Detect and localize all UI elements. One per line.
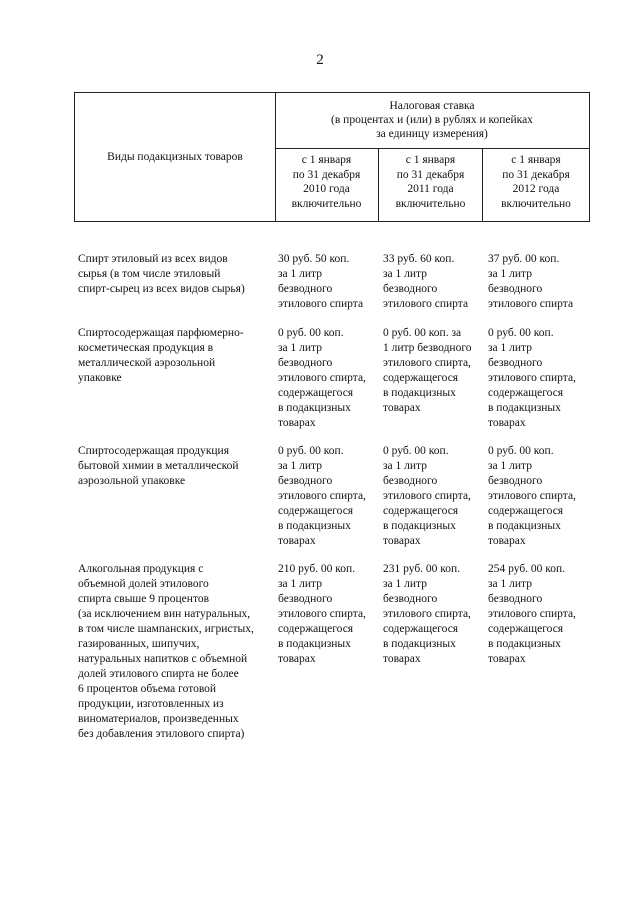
rate-line: безводного [278, 283, 333, 295]
rate-line: этилового спирта, [488, 490, 576, 502]
goods-line: спирт-сырец из всех видов сырья) [78, 283, 245, 295]
rate-line: содержащегося [278, 505, 354, 517]
rate-line: содержащегося [488, 505, 564, 517]
goods-column-header: Виды подакцизных товаров [75, 93, 276, 221]
rate-line: этилового спирта, [278, 490, 366, 502]
goods-line: 6 процентов объема готовой [78, 683, 217, 695]
rate-line: 0 руб. 00 коп. [383, 445, 449, 457]
rate-line: 0 руб. 00 коп. [488, 327, 554, 339]
rate-cell [383, 444, 487, 549]
rate-line: в подакцизных [278, 520, 351, 532]
rate-line: содержащегося [383, 505, 459, 517]
rate-line: 0 руб. 00 коп. [488, 445, 554, 457]
rate-line: содержащегося [278, 623, 354, 635]
rate-line: товарах [383, 402, 421, 414]
rate-line: товарах [278, 653, 316, 665]
goods-line: металлической аэрозольной [78, 357, 216, 369]
goods-line: долей этилового спирта не более [78, 668, 239, 680]
goods-cell [78, 326, 278, 386]
page-number: 2 [316, 52, 324, 68]
rate-line: в подакцизных [488, 402, 561, 414]
goods-line: упаковке [78, 372, 122, 384]
rate-line: безводного [278, 475, 333, 487]
goods-line: спирта свыше 9 процентов [78, 593, 209, 605]
rate-line: за 1 литр [278, 342, 322, 354]
period-line: с 1 января [405, 154, 456, 166]
rate-line: безводного [278, 357, 333, 369]
goods-line: продукции, изготовленных из [78, 698, 224, 710]
rate-line: за 1 литр [383, 578, 427, 590]
rate-line: содержащегося [488, 623, 564, 635]
rate-line: 0 руб. 00 коп. [278, 445, 344, 457]
rate-line: в подакцизных [278, 638, 351, 650]
rate-cell [383, 562, 487, 667]
goods-line: натуральных напитков с объемной [78, 653, 248, 665]
rate-line: товарах [383, 535, 421, 547]
rate-line: безводного [383, 283, 438, 295]
goods-line: косметическая продукция в [78, 342, 214, 354]
period-line: включительно [395, 197, 466, 210]
rate-title-header [275, 93, 589, 149]
goods-line: Спиртосодержащая парфюмерно- [78, 327, 244, 339]
goods-line: без добавления этилового спирта) [78, 728, 245, 740]
rate-line: товарах [278, 417, 316, 429]
rate-cell [278, 444, 382, 549]
rate-line: в подакцизных [278, 402, 351, 414]
rate-line: содержащегося [488, 387, 564, 399]
period-header-2010 [275, 149, 379, 221]
rate-line: безводного [383, 475, 438, 487]
rate-line: безводного [278, 593, 333, 605]
period-line: с 1 января [301, 154, 352, 166]
goods-line: Алкогольная продукция с [78, 563, 204, 575]
rate-line: в подакцизных [383, 387, 456, 399]
rate-line: безводного [488, 283, 543, 295]
rate-line: безводного [488, 593, 543, 605]
rate-line: этилового спирта [383, 298, 469, 310]
rate-title-line: Налоговая ставка [389, 100, 475, 112]
rate-line: этилового спирта [488, 298, 574, 310]
rate-line: 254 руб. 00 коп. [488, 563, 566, 575]
rate-line: содержащегося [383, 623, 459, 635]
rate-line: этилового спирта, [488, 608, 576, 620]
rate-line: безводного [488, 357, 543, 369]
rate-line: за 1 литр [488, 268, 532, 280]
period-line: по 31 декабря [396, 168, 465, 181]
rate-line: 210 руб. 00 коп. [278, 563, 356, 575]
rate-cell [383, 252, 487, 312]
rate-cell [383, 326, 487, 416]
rate-cell [488, 444, 592, 549]
period-line: включительно [291, 197, 362, 210]
rate-line: этилового спирта, [383, 490, 471, 502]
goods-cell [78, 444, 278, 489]
rate-line: товарах [488, 653, 526, 665]
rate-line: 37 руб. 00 коп. [488, 253, 560, 265]
rate-cell [488, 562, 592, 667]
rate-line: этилового спирта [278, 298, 364, 310]
rate-line: этилового спирта, [278, 372, 366, 384]
rate-cell [278, 252, 382, 312]
period-header-2012 [483, 149, 589, 221]
rate-line: за 1 литр [488, 342, 532, 354]
period-line: по 31 декабря [502, 168, 570, 181]
goods-line: Спирт этиловый из всех видов [78, 253, 228, 265]
rate-cell [488, 252, 592, 312]
rate-line: товарах [383, 653, 421, 665]
rate-line: за 1 литр [488, 578, 532, 590]
rate-line: этилового спирта, [383, 357, 471, 369]
rate-line: 0 руб. 00 коп. [278, 327, 344, 339]
rate-cell [278, 326, 382, 431]
rate-line: в подакцизных [383, 520, 456, 532]
rate-line: в подакцизных [488, 520, 561, 532]
rate-line: товарах [488, 417, 526, 429]
rate-cell [488, 326, 592, 431]
rate-line: этилового спирта, [383, 608, 471, 620]
period-line: включительно [501, 197, 571, 210]
rate-line: этилового спирта, [488, 372, 576, 384]
rate-line: 0 руб. 00 коп. за [383, 327, 462, 339]
goods-line: объемной долей этилового [78, 578, 209, 590]
rate-line: в подакцизных [383, 638, 456, 650]
period-line: 2010 года [303, 183, 350, 195]
rate-line: товарах [488, 535, 526, 547]
rate-line: безводного [488, 475, 543, 487]
goods-line: аэрозольной упаковке [78, 475, 186, 487]
goods-cell [78, 562, 278, 742]
goods-line: бытовой химии в металлической [78, 460, 239, 472]
table-header [74, 92, 590, 222]
goods-line: газированных, шипучих, [78, 638, 200, 650]
period-line: с 1 января [511, 154, 561, 166]
goods-line: (за исключением вин натуральных, [78, 608, 251, 620]
period-line: по 31 декабря [292, 168, 361, 181]
rate-line: за 1 литр [383, 268, 427, 280]
period-header-2011 [379, 149, 483, 221]
rate-line: этилового спирта, [278, 608, 366, 620]
rate-line: содержащегося [278, 387, 354, 399]
rate-cell [278, 562, 382, 667]
goods-line: Спиртосодержащая продукция [78, 445, 229, 457]
rate-line: за 1 литр [278, 460, 322, 472]
rate-line: 1 литр безводного [383, 342, 472, 354]
rate-line: за 1 литр [488, 460, 532, 472]
rate-line: безводного [383, 593, 438, 605]
goods-line: в том числе шампанских, игристых, [78, 623, 254, 635]
rate-line: 33 руб. 60 коп. [383, 253, 455, 265]
period-line: 2012 года [512, 183, 560, 195]
goods-cell [78, 252, 278, 297]
rate-line: за 1 литр [383, 460, 427, 472]
rate-title-line: за единицу измерения) [376, 128, 488, 140]
goods-line: сырья (в том числе этиловый [78, 268, 221, 280]
period-line: 2011 года [407, 183, 454, 195]
rate-line: за 1 литр [278, 578, 322, 590]
rate-line: в подакцизных [488, 638, 561, 650]
rate-title-line: (в процентах и (или) в рублях и копейках [331, 114, 533, 126]
rate-line: 30 руб. 50 коп. [278, 253, 350, 265]
goods-line: виноматериалов, произведенных [78, 713, 239, 725]
rate-line: 231 руб. 00 коп. [383, 563, 461, 575]
rate-line: товарах [278, 535, 316, 547]
rate-line: содержащегося [383, 372, 459, 384]
rate-line: за 1 литр [278, 268, 322, 280]
